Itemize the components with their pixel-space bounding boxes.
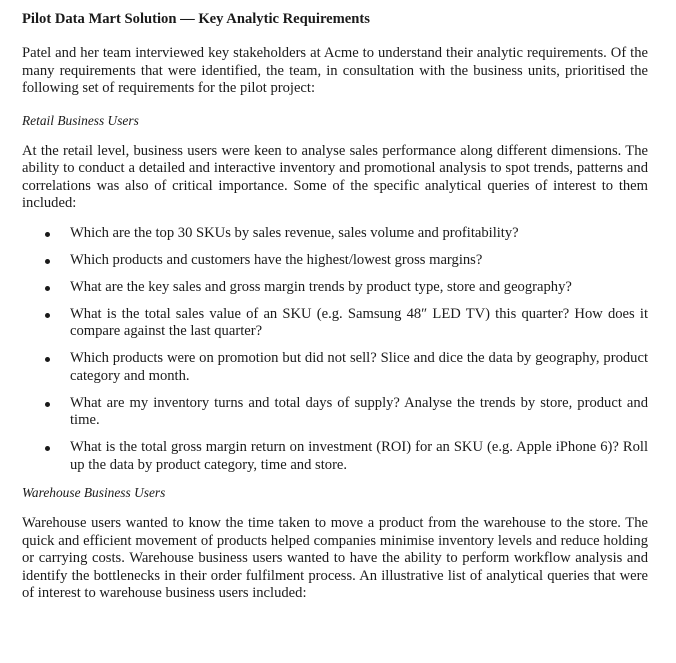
query-text: What are my inventory turns and total days of supply? Analyse the trends by store, product and time. (70, 394, 648, 428)
list-item (22, 252, 648, 270)
page-title: Pilot Data Mart Solution — Key Analytic Requirements (22, 11, 370, 27)
list-item (22, 279, 648, 297)
retail-query-list (22, 225, 648, 475)
list-item (22, 225, 648, 243)
bullet-icon (45, 259, 50, 264)
query-text: What is the total gross margin return on investment (ROI) for an SKU (e.g. Apple iPhone 6)? Roll up the data by product category, time and store. (70, 439, 648, 473)
bullet-icon (45, 357, 50, 362)
warehouse-paragraph: Warehouse users wanted to know the time taken to move a product from the warehouse to the store. The quick and efficient movement of products helped companies minimise inventory levels and reduce holding or carrying costs. Warehouse business users wanted to have the ability to perform workflow analysis and identify the bottlenecks in their order fulfilment process. An illustrative list of analytical queries that were of interest to warehouse business users included: (22, 515, 648, 601)
bullet-icon (45, 232, 50, 237)
list-item (22, 395, 648, 430)
query-text: What are the key sales and gross margin trends by product type, store and geography? (70, 278, 572, 295)
query-text: Which products were on promotion but did not sell? Slice and dice the data by geography, product category and month. (70, 350, 648, 384)
bullet-icon (45, 446, 50, 451)
list-item (22, 306, 648, 341)
retail-section-heading: Retail Business Users (22, 112, 139, 128)
query-text: What is the total sales value of an SKU (e.g. Samsung 48″ LED TV) this quarter? How does it compare against the last quarter? (70, 305, 648, 339)
retail-paragraph: At the retail level, business users were keen to analyse sales performance along different dimensions. The ability to conduct a detailed and interactive inventory and promotional analysis to spot trends, patterns and correlations was also of critical importance. Some of the specific analytical queries of interest to them included: (22, 142, 648, 211)
query-text: Which are the top 30 SKUs by sales revenue, sales volume and profitability? (70, 224, 519, 241)
bullet-icon (45, 313, 50, 318)
list-item (22, 350, 648, 385)
intro-paragraph: Patel and her team interviewed key stakeholders at Acme to understand their analytic requirements. Of the many requirements that were identified, the team, in consultation with the business units, prioritised the following set of requirements for the pilot project: (22, 45, 648, 96)
query-text: Which products and customers have the highest/lowest gross margins? (70, 251, 483, 268)
document-page (22, 10, 648, 603)
warehouse-section-heading: Warehouse Business Users (22, 485, 166, 500)
list-item (22, 439, 648, 474)
bullet-icon (45, 402, 50, 407)
bullet-icon (45, 286, 50, 291)
